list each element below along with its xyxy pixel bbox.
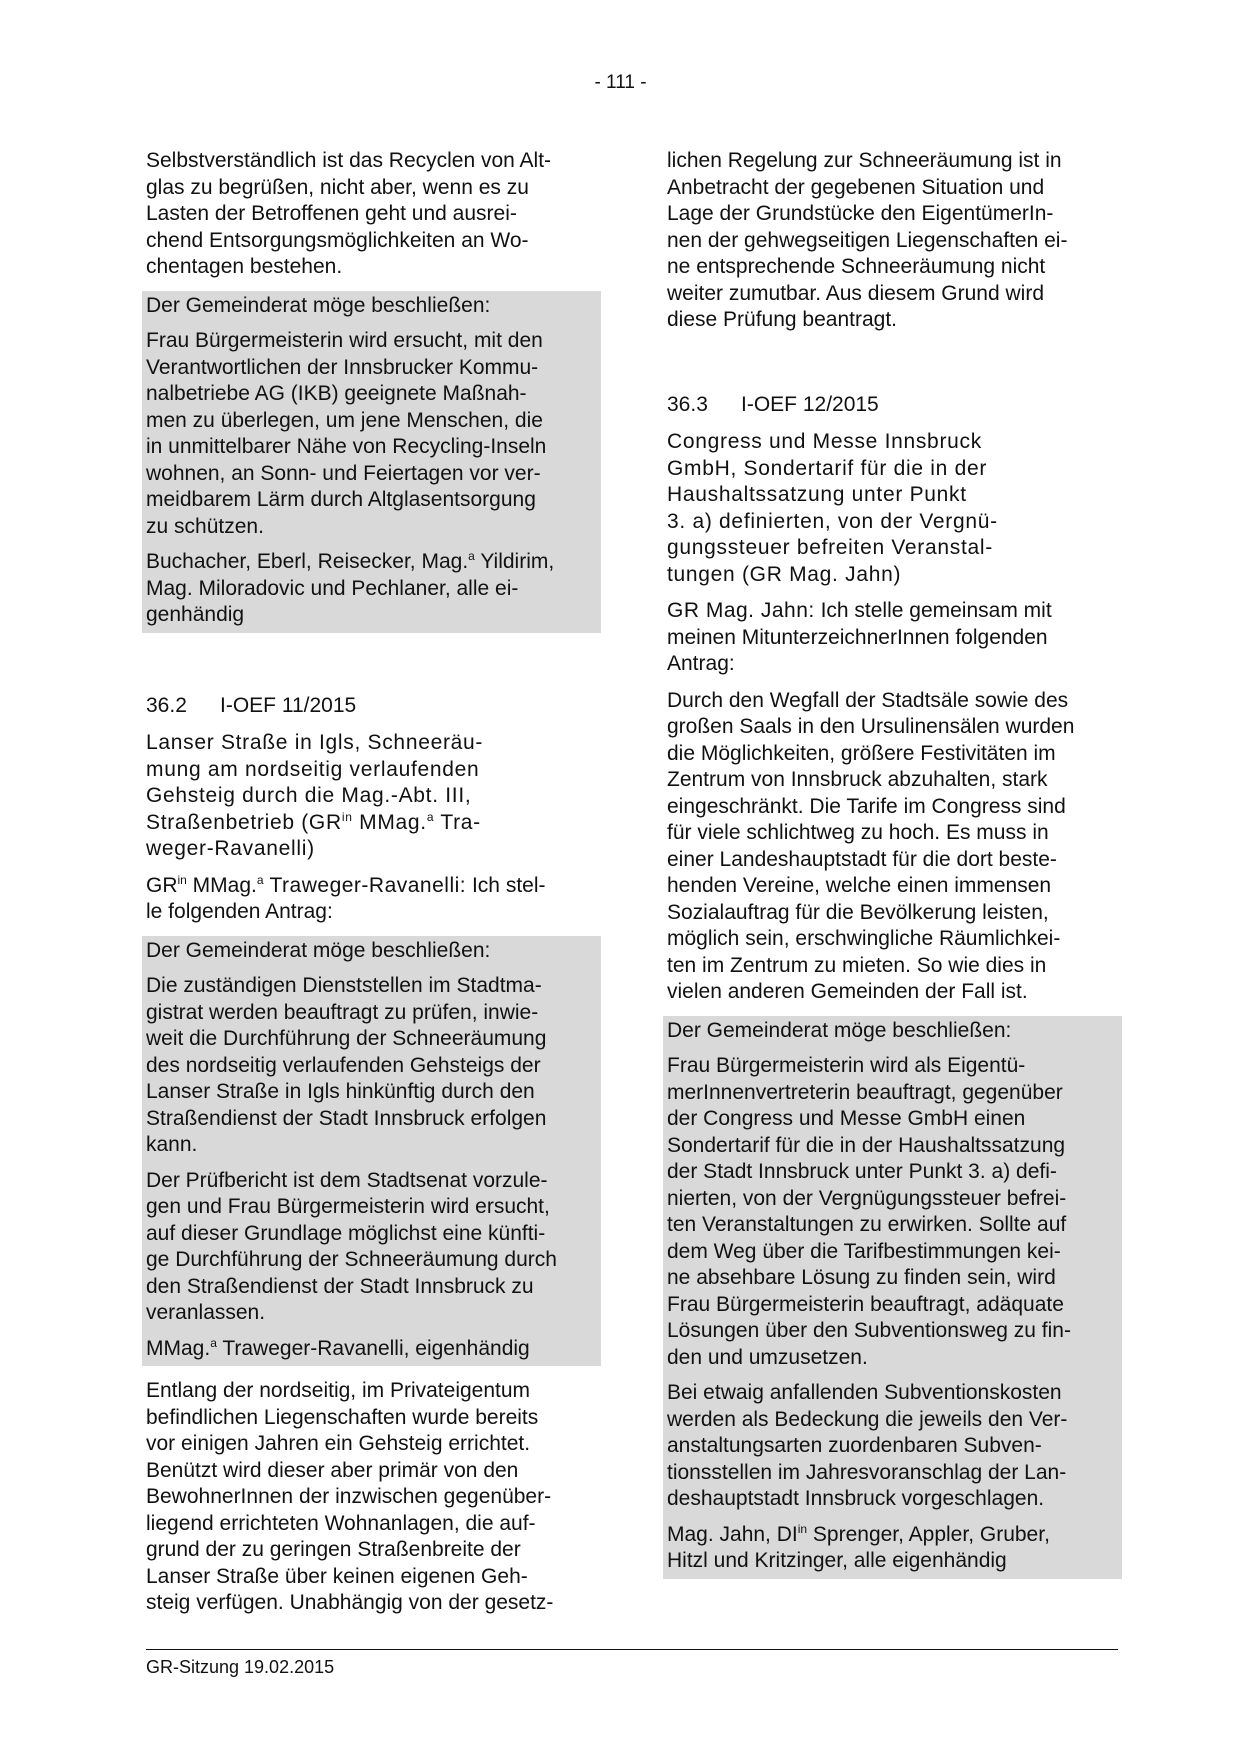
reason-paragraph: Entlang der nordseitig, im Privateigentum befindlichen Liegenschaften wurde bereits vor einigen Jahren ein Gehsteig errichtet. Benützt wird dieser aber primär von den BewohnerInnen der inzwischen gegenüber- liegend errichteten Wohnanlagen, die auf- grund der zu geringen Straßenbreite der Lanser Straße über keinen eigenen Geh- steig verfügen. Unabhängig von der gesetz- (146, 1379, 554, 1614)
item-heading-36-2 (146, 693, 597, 720)
item-number: 36.3 (667, 392, 708, 416)
motion-box-schneeraeumung (142, 936, 601, 1367)
motion-text: Frau Bürgermeisterin wird ersucht, mit den Verantwortlichen der Innsbrucker Kommu- nalbetriebe AG (IKB) geeignete Maßnah- men zu überlegen, um jene Menschen, die in unmittelbarer Nähe von Recycling-Inseln wohnen, an Sonn- und Feiertagen vor ver- meidbarem Lärm durch Altglasentsorgung zu schützen. (146, 329, 547, 538)
motion-box-recycling (142, 291, 601, 633)
item-subject: Lanser Straße in Igls, Schneeräu- mung am nordseitig verlaufenden Gehsteig durch die Mag.-Abt. III, Straßenbetrieb ($GR^{in}$ MMag.$^a$ Tra- weger-Ravanelli) (146, 731, 484, 860)
right-column (667, 148, 1118, 1591)
item-code: I-OEF 12/2015 (741, 392, 879, 416)
motion-signatories: MMag.$^a$ Traweger-Ravanelli, eigenhändig (146, 1335, 530, 1360)
speaker-intro: GR Mag. Jahn: Ich stelle gemeinsam mit meinen MitunterzeichnerInnen folgenden Antrag: (667, 599, 1052, 675)
continuation-paragraph: lichen Regelung zur Schneeräumung ist in Anbetracht der gegebenen Situation und Lage der Grundstücke den EigentümerIn- nen der gehwegseitigen Liegenschaften ei- ne entsprechende Schneeräumung nicht weiter zumutbar. Aus diesem Grund wird diese Prüfung beantragt. (667, 149, 1068, 331)
item-subject: Congress und Messe Innsbruck GmbH, Sondertarif für die in der Haushaltssatzung unter Punkt 3. a) definierten, von der Vergnü- gungssteuer befreiten Veranstal- tungen (GR Mag. Jahn) (667, 430, 998, 586)
intro-paragraph: Selbstverständlich ist das Recyclen von Alt- glas zu begrüßen, nicht aber, wenn es zu Lasten der Betroffenen geht und ausrei- chend Entsorgungsmöglichkeiten an Wo- chentagen bestehen. (146, 149, 552, 278)
item-heading-36-3 (667, 392, 1118, 419)
motion-text: Frau Bürgermeisterin wird als Eigentü- merInnenvertreterin beauftragt, gegenüber der Congress und Messe GmbH einen Sondertarif für die in der Haushaltssatzung der Stadt Innsbruck unter Punkt 3. a) defi- nierten, von der Vergnügungssteuer befrei- ten Veranstaltungen zu erwirken. Sollte auf dem Weg über die Tarifbestimmungen kei- ne absehbare Lösung zu finden sein, wird Frau Bürgermeisterin beauftragt, adäquate Lösungen über den Subventionsweg zu fin- den und umzusetzen. (667, 1054, 1071, 1369)
motion-box-congress (663, 1016, 1122, 1579)
motion-signatories: Mag. Jahn, $DI^{in}$ Sprenger, Appler, Gruber, Hitzl und Kritzinger, alle eigenhändig (667, 1521, 1050, 1572)
motion-heading: Der Gemeinderat möge beschließen: (146, 938, 491, 962)
page-number: - 111 - (594, 72, 647, 93)
motion-heading: Der Gemeinderat möge beschließen: (667, 1018, 1012, 1042)
motion-text: Bei etwaig anfallenden Subventionskosten werden als Bedeckung die jeweils den Ver- anstaltungsarten zuordenbaren Subven- tionsstellen im Jahresvoranschlag der Lan- deshauptstadt Innsbruck vorgeschlagen. (667, 1381, 1068, 1510)
footer-divider (146, 1649, 1118, 1650)
item-code: I-OEF 11/2015 (220, 693, 357, 717)
motion-signatories: Buchacher, Eberl, Reisecker, Mag.$^a$ Yildirim, Mag. Miloradovic und Pechlaner, alle ei- genhändig (146, 549, 555, 626)
reason-paragraph: Durch den Wegfall der Stadtsäle sowie des großen Saals in den Ursulinensälen wurden die Möglichkeiten, größere Festivitäten im Zentrum von Innsbruck abzuhalten, stark eingeschränkt. Die Tarife im Congress sind für viele schlichtweg zu hoch. Es muss in einer Landeshauptstadt für die dort beste- henden Vereine, welche einen immensen Sozialauftrag für die Bevölkerung leisten, möglich sein, erschwingliche Räumlichkei- ten im Zentrum zu mieten. So wie dies in vielen anderen Gemeinden der Fall ist. (667, 688, 1075, 1003)
motion-text: Die zuständigen Dienststellen im Stadtma- gistrat werden beauftragt zu prüfen, inwie- weit die Durchführung der Schneeräumung des nordseitig verlaufenden Gehsteigs der Lanser Straße in Igls hinkünftig durch den Straßendienst der Stadt Innsbruck erfolgen kann. (146, 974, 547, 1156)
motion-heading: Der Gemeinderat möge beschließen: (146, 293, 491, 317)
left-column (146, 148, 597, 1627)
speaker-intro: $GR^{in}$ MMag.$^a$ Traweger-Ravanelli: Ich stel- le folgenden Antrag: (146, 872, 546, 923)
footer-session-date: GR-Sitzung 19.02.2015 (146, 1657, 335, 1677)
motion-text: Der Prüfbericht ist dem Stadtsenat vorzule- gen und Frau Bürgermeisterin wird ersucht, auf dieser Grundlage möglichst eine künfti- ge Durchführung der Schneeräumung durch den Straßendienst der Stadt Innsbruck zu veranlassen. (146, 1168, 557, 1324)
item-number: 36.2 (146, 693, 187, 717)
